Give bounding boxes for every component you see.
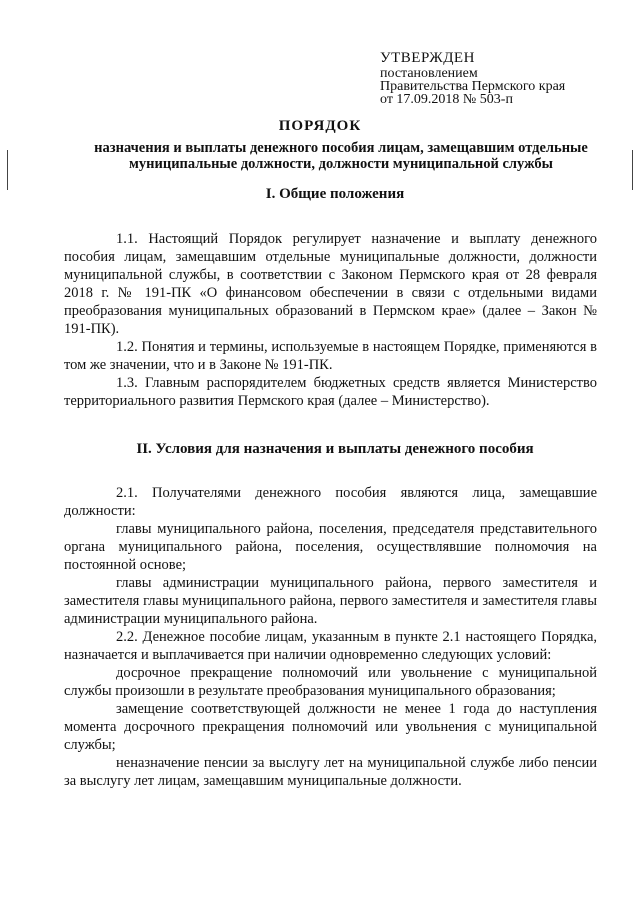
approval-stamp [380, 52, 565, 106]
section-heading-1: I. Общие положения [265, 186, 405, 202]
scan-edge-mark [7, 150, 8, 190]
paragraph: замещение соответствующей должности не менее 1 года до наступления момента досрочного прекращения полномочий или увольнения с муниципальной службы; [64, 701, 597, 753]
approval-title: УТВЕРЖДЕН [380, 50, 475, 66]
approval-line: постановлением [380, 66, 478, 81]
document-title: ПОРЯДОК [278, 118, 362, 134]
document-subtitle: назначения и выплаты денежного пособия лицам, замещавшим отдельные муниципальные должности, должности муниципальной службы [94, 140, 588, 172]
section-heading-2: II. Условия для назначения и выплаты денежного пособия [136, 441, 534, 457]
scan-edge-mark [632, 150, 633, 190]
section-body-2 [64, 484, 597, 790]
paragraph: досрочное прекращение полномочий или увольнение с муниципальной службы произошли в результате преобразования муниципального образования; [64, 665, 597, 699]
paragraph: 2.1. Получателями денежного пособия являются лица, замещавшие должности: [64, 485, 597, 519]
paragraph: 1.1. Настоящий Порядок регулирует назначение и выплату денежного пособия лицам, замещавшим отдельные муниципальные должности, должности муниципальной службы, в соответствии с Законом Пермского края от 28 февраля 2018 г. № 191-ПК «О финансовом обеспечении в связи с отдельными видами преобразования муниципальных образований в Пермском крае» (далее – Закон № 191-ПК). [64, 231, 597, 337]
paragraph: 1.2. Понятия и термины, используемые в настоящем Порядке, применяются в том же значении, что и в Законе № 191-ПК. [64, 339, 597, 373]
approval-line: от 17.09.2018 № 503-п [380, 92, 513, 107]
paragraph: 2.2. Денежное пособие лицам, указанным в пункте 2.1 настоящего Порядка, назначается и выплачивается при наличии одновременно следующих условий: [64, 629, 597, 663]
paragraph: неназначение пенсии за выслугу лет на муниципальной службе либо пенсии за выслугу лет лицам, замещавшим муниципальные должности. [64, 755, 597, 789]
paragraph: главы администрации муниципального района, первого заместителя и заместителя главы муниципального района, первого заместителя и заместителя главы администрации муниципального района. [64, 575, 597, 627]
paragraph: 1.3. Главным распорядителем бюджетных средств является Министерство территориального развития Пермского края (далее – Министерство). [64, 375, 597, 409]
approval-line: Правительства Пермского края [380, 79, 566, 94]
paragraph: главы муниципального района, поселения, председателя представительного органа муниципального района, поселения, осуществлявшие полномочия на постоянной основе; [64, 521, 597, 573]
section-body-1 [64, 230, 597, 410]
